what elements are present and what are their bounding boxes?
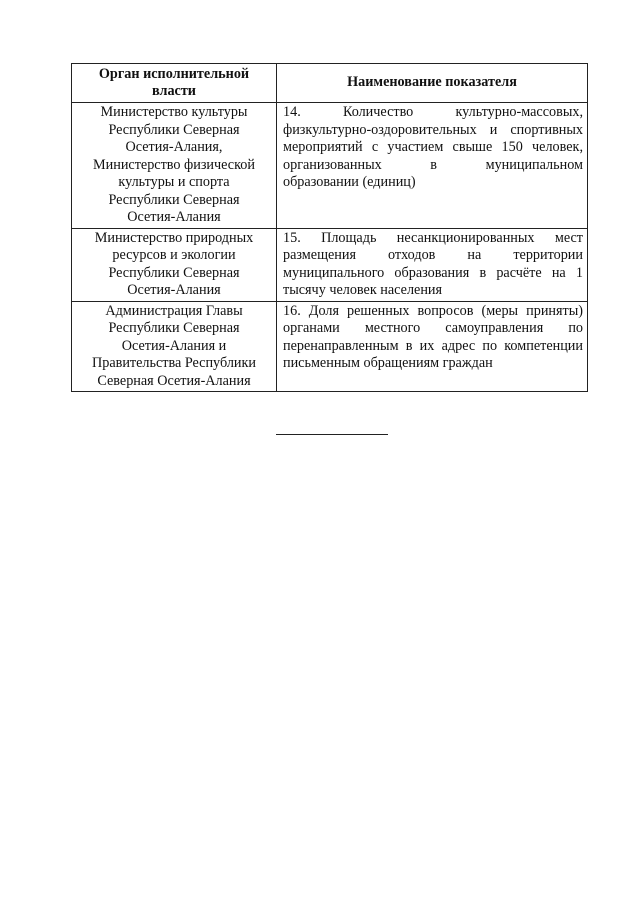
organ-line: Осетия-Алания bbox=[127, 282, 221, 298]
organ-line: Осетия-Алания, bbox=[125, 139, 223, 155]
end-of-document-rule bbox=[276, 434, 388, 435]
organ-line: Осетия-Алания bbox=[127, 209, 221, 225]
organ-line: Министерство природных bbox=[94, 229, 254, 246]
indicator-line: 14. Количество культурно-массовых, bbox=[283, 104, 583, 120]
organ-cell bbox=[72, 301, 277, 392]
organ-cell bbox=[72, 228, 277, 301]
header-organ-line: власти bbox=[152, 83, 196, 99]
indicator-line: физкультурно-оздоровительных и спортивных bbox=[283, 121, 583, 138]
header-indicator bbox=[277, 64, 588, 103]
indicator-line: размещения отходов на территории bbox=[283, 247, 583, 263]
organ-line: Республики Северная bbox=[108, 121, 240, 138]
organ-line: Республики Северная bbox=[108, 191, 240, 208]
indicator-line: мероприятий с участием свыше 150 человек, bbox=[283, 139, 583, 155]
indicator-line: письменным обращениям граждан bbox=[283, 355, 493, 371]
table-row bbox=[72, 103, 588, 229]
organ-line: Республики Северная bbox=[108, 264, 240, 281]
table-header-row bbox=[72, 64, 588, 103]
indicators-table bbox=[71, 63, 588, 392]
table-row bbox=[72, 228, 588, 301]
organ-line: Правительства Республики bbox=[91, 355, 256, 371]
organ-line: Северная Осетия-Алания bbox=[97, 372, 251, 389]
indicator-line: организованных в муниципальном bbox=[283, 156, 583, 173]
indicator-line: образовании (единиц) bbox=[283, 174, 416, 190]
indicator-line: 15. Площадь несанкционированных мест bbox=[283, 229, 583, 246]
indicator-cell bbox=[277, 103, 588, 229]
indicator-line: 16. Доля решенных вопросов (меры приняты) bbox=[283, 302, 583, 319]
organ-line: Осетия-Алания и bbox=[121, 337, 227, 354]
indicator-cell bbox=[277, 228, 588, 301]
header-indicator-line: Наименование показателя bbox=[347, 74, 517, 91]
header-organ-line: Орган исполнительной bbox=[98, 65, 250, 82]
indicator-line: перенаправленным в их адрес по компетенции bbox=[283, 337, 583, 354]
header-organ bbox=[72, 64, 277, 103]
indicator-line: органами местного самоуправления по bbox=[283, 320, 583, 336]
organ-line: Администрация Главы bbox=[105, 302, 243, 319]
organ-line: Министерство физической bbox=[93, 156, 255, 173]
indicator-line: тысячу человек населения bbox=[283, 282, 443, 298]
table-row bbox=[72, 301, 588, 392]
organ-line: Министерство культуры bbox=[100, 104, 248, 120]
organ-cell bbox=[72, 103, 277, 229]
organ-line: ресурсов и экологии bbox=[112, 247, 236, 263]
organ-line: Республики Северная bbox=[108, 320, 240, 336]
indicator-cell bbox=[277, 301, 588, 392]
organ-line: культуры и спорта bbox=[118, 174, 230, 190]
indicator-line: муниципального образования в расчёте на 1 bbox=[283, 264, 583, 281]
